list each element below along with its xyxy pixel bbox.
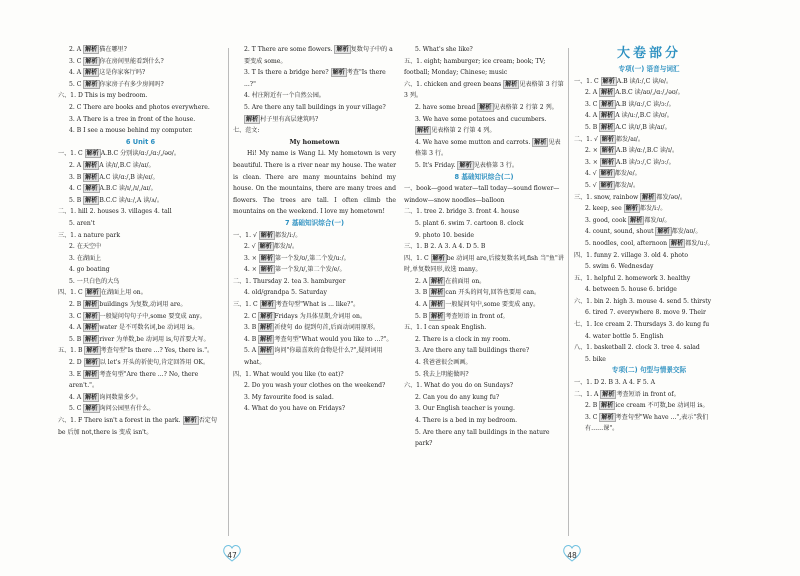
- analysis-tag: 解析: [625, 205, 638, 213]
- answer-line: 3. 在湖面上: [69, 254, 102, 262]
- answer-line: 二、1. hill 2. houses 3. villages 4. tall: [58, 208, 172, 216]
- analysis-tag: 解析: [85, 393, 98, 401]
- analysis-tag: 解析: [332, 69, 345, 77]
- analysis-tag: 解析: [260, 231, 273, 239]
- answer-line: 2. A 解析 猫在哪里?: [69, 46, 127, 53]
- answer-line: 3. Our English teacher is young.: [415, 405, 515, 413]
- analysis-tag: 解析: [600, 181, 613, 189]
- analysis-tag: 解析: [600, 170, 613, 178]
- analysis-tag: 解析: [431, 289, 444, 297]
- unit-heading: 7 基础知识综合(一): [284, 218, 345, 227]
- answer-line: 4. A 解析 water 是不可数名词,be 动词用 is。: [69, 324, 199, 332]
- answer-line: 二、1. A 解析 考查短语 in front of。: [574, 390, 680, 398]
- answer-line: 2. C There are books and photos everywhere.: [69, 103, 210, 111]
- answer-line: 4. A 解析 一般疑问句中,some 要变成 any。: [415, 301, 540, 309]
- answer-line: 2. Do you wash your clothes on the weekend?: [244, 382, 386, 390]
- answer-line: 9. photo 10. beside: [415, 231, 475, 239]
- answer-line: 2. There is a clock in my room.: [415, 335, 511, 343]
- analysis-tag: 解析: [85, 301, 98, 309]
- answer-line: 2. Can you do any kung fu?: [415, 393, 500, 401]
- analysis-tag: 解析: [336, 46, 349, 53]
- analysis-tag: 解析: [601, 147, 614, 155]
- analysis-tag: 解析: [85, 57, 98, 65]
- answer-line: 四、1. funny 2. village 3. old 4. photo: [574, 251, 689, 259]
- answer-line: 4. A 解析 A 读/uː/,B.C 读/ʊ/。: [585, 112, 673, 120]
- answer-line: 八、1. basketball 2. clock 3. tree 4. salad: [574, 344, 700, 352]
- analysis-tag: 解析: [85, 370, 98, 378]
- answer-line: 五、1. I can speak English.: [404, 324, 487, 332]
- answer-line: 3. E 解析 考查句型"Are there ...? No, there aren't."。: [69, 370, 199, 390]
- analysis-tag: 解析: [85, 46, 98, 53]
- answer-line: 2. 在天空中: [69, 243, 102, 251]
- answer-line: 六、1. What do you do on Sundays?: [404, 382, 514, 390]
- answer-line: 5. Are there any tall buildings in the nature park?: [415, 428, 550, 448]
- answer-line: 2. √ 解析 都发/ɪ/。: [244, 243, 299, 251]
- answer-line: 六、1. D This is my bedroom.: [58, 92, 148, 100]
- section-title: 专项(二) 句型与情景交际: [611, 366, 687, 375]
- analysis-tag: 解析: [602, 77, 615, 85]
- answer-line: 5. 我去上明能做吗?: [415, 370, 469, 378]
- answer-line: 3. B 解析 A.C 读/ɑː/,B 读/eɪ/。: [69, 173, 159, 181]
- analysis-tag: 解析: [602, 390, 615, 398]
- answer-line: 5. √ 解析 都发/ɪ/。: [585, 181, 640, 189]
- analysis-tag: 解析: [259, 243, 272, 251]
- answer-line: 5. B 解析 river 为单数,be 动词用 is,句首要大写。: [69, 335, 210, 343]
- answer-line: 五、1. helpful 2. homework 3. healthy: [574, 274, 691, 282]
- answer-line: 4. √ 解析 都发/e/。: [585, 170, 641, 178]
- analysis-tag: 解析: [601, 100, 614, 108]
- answer-line: 6. tired 7. everywhere 8. move 9. Their: [585, 309, 706, 317]
- analysis-tag: 解析: [85, 69, 98, 77]
- answer-line: 四、1. C 解析 在湖面上用 on。: [58, 289, 147, 297]
- analysis-tag: 解析: [601, 413, 614, 421]
- answer-line: 5. B 解析 B.C.C 读/uː/,A 读/ʌ/。: [69, 196, 163, 204]
- section-heading: 大卷部分: [616, 46, 681, 61]
- answer-line: 4. B I see a mouse behind my computer.: [69, 127, 193, 135]
- answer-column-1: [58, 44, 223, 438]
- analysis-tag: 解析: [642, 193, 655, 201]
- unit-heading: 8 基础知识综合(二): [454, 172, 514, 181]
- answer-line: 五、1. B 解析 考查句型"Is there ...? Yes, there is."。: [58, 347, 214, 355]
- answer-line: 2. A 解析 A 读/ɪ/,B.C 读/aɪ/。: [69, 161, 155, 169]
- answer-line: 4. There is a bed in my bedroom.: [415, 417, 518, 424]
- answer-line: 4. What do you have on Fridays?: [244, 405, 345, 413]
- answer-line: 2. A 解析 在前面用 on。: [415, 277, 486, 285]
- essay-body: Hi! My name is Wang Li. My hometown is very beautiful. There is a river near my house. The water is clean. There are many mountains behind my house. On the mountains, there are many trees and flowers. The trees are tall. I often climb the mountains on the weekend. I love my hometown!: [233, 150, 396, 216]
- answer-line: 5. swim 6. Wednesday: [585, 263, 654, 271]
- answer-line: 5. aren't: [69, 219, 95, 227]
- analysis-tag: 解析: [86, 289, 99, 297]
- answer-line: 2. have some bread 解析 见表格第 2 行第 2 列。: [415, 103, 558, 111]
- analysis-tag: 解析: [601, 112, 614, 120]
- analysis-tag: 解析: [85, 161, 98, 169]
- analysis-tag: 解析: [85, 312, 98, 320]
- analysis-tag: 解析: [459, 161, 472, 169]
- answer-line: 3. T Is there a bridge here? 解析 考查"Is there ...?": [244, 69, 386, 88]
- analysis-tag: 解析: [601, 89, 614, 97]
- analysis-tag: 解析: [417, 127, 430, 135]
- page-number: 48: [567, 551, 577, 560]
- answer-line: 5. It's Friday. 解析 见表格第 3 行。: [415, 161, 518, 169]
- analysis-tag: 解析: [246, 115, 259, 123]
- answer-line: 3. We have some potatoes and cucumbers. 解析 见表格第 2 行第 4 列。: [415, 115, 547, 135]
- answer-line: 4. count, sound, shout 解析 都发/aʊ/。: [585, 228, 702, 236]
- answer-line: 3. B 解析 can 开头的问句,回答也要用 can。: [415, 289, 541, 297]
- answer-list: [574, 377, 724, 435]
- analysis-tag: 解析: [260, 266, 273, 274]
- answer-line: 2. keep, see 解析 都发/iː/。: [585, 205, 667, 213]
- answer-line: 二、1. Thursday 2. tea 3. hamburger: [233, 277, 346, 285]
- answer-line: 4. B 解析 考查句型"What would you like to ...?"。: [244, 335, 393, 343]
- answer-line: 2. A 解析 A.B.C 读/aʊ/,/ɑː/,/əʊ/。: [585, 89, 684, 97]
- answer-line: 4. 我爸爸很会画画。: [415, 359, 472, 367]
- analysis-tag: 解析: [260, 254, 273, 262]
- answer-line: 5. A 解析 询问"你最喜欢的食物是什么?",疑问词用 what。: [244, 347, 383, 367]
- analysis-tag: 解析: [85, 405, 98, 413]
- answer-line: 5. What's she like?: [415, 46, 473, 53]
- answer-line: 2. D 解析 以 let's 开头的祈使句,肯定回答用 OK。: [69, 359, 210, 367]
- unit-heading: 6 Unit 6: [125, 137, 156, 146]
- answer-line: 三、1. C 解析 考查句型"What is ... like?"。: [233, 301, 360, 309]
- column-divider: [228, 48, 229, 536]
- analysis-tag: 解析: [85, 324, 98, 332]
- answer-line: 2. T There are some flowers. 解析 复数句子中的 a 要变成 some。: [244, 46, 393, 65]
- analysis-tag: 解析: [85, 173, 98, 181]
- answer-line: 4. We have some mutton and carrots. 解析 见表格第 3 行。: [415, 138, 561, 158]
- answer-line: 5. bike: [585, 355, 606, 363]
- page-number: 47: [227, 551, 237, 560]
- answer-line: 二、1. √ 解析 都发/aɪ/。: [574, 135, 644, 143]
- answer-line: 七、范文:: [233, 127, 260, 135]
- analysis-tag: 解析: [184, 417, 197, 424]
- analysis-tag: 解析: [85, 80, 98, 88]
- answer-column-4: [574, 44, 724, 435]
- answer-line: 三、1. a nature park: [58, 231, 121, 239]
- answer-line: 一、1. √ 解析 都发/iː/。: [233, 231, 302, 239]
- analysis-tag: 解析: [86, 347, 99, 355]
- page-number-badge: [562, 544, 582, 562]
- analysis-tag: 解析: [657, 228, 670, 236]
- answer-line: 3. × 解析 第一个发/ʊ/,第二个发/uː/。: [244, 254, 350, 262]
- analysis-tag: 解析: [601, 402, 614, 410]
- answer-line: 4. A 解析 询问数量多少。: [69, 393, 142, 401]
- analysis-tag: 解析: [432, 254, 445, 262]
- answer-line: 六、1. bin 2. high 3. mouse 4. send 5. thirsty: [574, 297, 712, 305]
- answer-line: 5. 一只白色的大鸟: [69, 277, 120, 285]
- answer-line: 六、1. F There isn't a forest in the park. 解析 否定句 be 后加 not,there is 变成 isn't。: [58, 417, 217, 436]
- answer-column-2: [233, 44, 396, 415]
- analysis-tag: 解析: [601, 135, 614, 143]
- answer-line: 5. C 解析 询问公园里有什么。: [69, 405, 155, 413]
- analysis-tag: 解析: [505, 80, 518, 88]
- right-page: [400, 0, 800, 576]
- analysis-tag: 解析: [261, 301, 274, 309]
- answer-line: 3. C 解析 你在房间里能看到什么?: [69, 57, 164, 65]
- answer-column-3: [404, 44, 564, 450]
- answer-line: 3. C 解析 考查句型"We have ...",表示"我们有……课"。: [585, 413, 709, 433]
- answer-line: 3. Are there any tall buildings there?: [415, 347, 530, 355]
- answer-line: 一、1. C 解析 A.B 读/iː/,C 读/e/。: [574, 77, 673, 85]
- analysis-tag: 解析: [85, 185, 98, 193]
- answer-line: 4. 村庄附近有一个自然公园。: [244, 92, 325, 100]
- answer-line: 2. B 解析 buildings 为复数,动词用 are。: [69, 301, 187, 309]
- answer-line: 5. noodles, cool, afternoon 解析 都发/uː/。: [585, 239, 714, 247]
- answer-line: 3. My favourite food is salad.: [244, 393, 334, 401]
- answer-line: 4. go boating: [69, 266, 110, 274]
- answer-line: 3. C 解析 A.B 读/ɑː/,C 读/ɔː/。: [585, 100, 675, 108]
- answer-line: 二、1. tree 2. bridge 3. front 4. house: [404, 208, 520, 216]
- answer-line: 2. C 解析 Fridays 为具体星期,介词用 on。: [244, 312, 366, 320]
- answer-line: 四、1. What would you like (to eat)?: [233, 370, 344, 378]
- analysis-tag: 解析: [534, 138, 547, 146]
- analysis-tag: 解析: [431, 277, 444, 285]
- answer-line: 4. × 解析 第一个发/ɪ/,第二个发/e/。: [244, 266, 346, 274]
- answer-line: 一、1. C 解析 A.B.C 分别读/ɑː/,/ɑː/,/əʊ/。: [58, 150, 180, 158]
- answer-line: 2. B 解析 ice cream 不可数,be 动词用 is。: [585, 402, 709, 410]
- answer-line: 三、1. B 2. A 3. A 4. D 5. B: [404, 243, 486, 251]
- analysis-tag: 解析: [86, 150, 99, 158]
- essay-title: My hometown: [289, 137, 340, 146]
- analysis-tag: 解析: [260, 347, 273, 355]
- answer-line: 3. C 解析 一般疑问句句子中,some 要变成 any。: [69, 312, 206, 320]
- answer-line: 4. old/grandpa 5. Saturday: [244, 289, 327, 297]
- analysis-tag: 解析: [85, 335, 98, 343]
- answer-line: 5. plant 6. swim 7. cartoon 8. clock: [415, 219, 524, 227]
- answer-line: 4. C 解析 A.B.C 读/ɪ/,/ɪ/,/aɪ/。: [69, 185, 157, 193]
- analysis-tag: 解析: [85, 359, 98, 367]
- analysis-tag: 解析: [601, 158, 614, 166]
- column-divider: [568, 48, 569, 536]
- answer-line: 三、1. snow, rainbow 解析 都发/əʊ/。: [574, 193, 687, 201]
- answer-line: 5. C 解析 你家房子有多少房间吗?: [69, 80, 164, 88]
- answer-line: 一、1. D 2. B 3. A 4. F 5. A: [574, 379, 656, 387]
- answer-line: 4. between 5. house 6. bridge: [585, 286, 677, 294]
- answer-line: 5. Are there any tall buildings in your village? 解析 村子里有高层建筑吗?: [244, 103, 386, 123]
- analysis-tag: 解析: [260, 335, 273, 343]
- analysis-tag: 解析: [479, 103, 492, 111]
- answer-line: 3. B 解析 祈使句 do 提到句首,后面动词用原形。: [244, 324, 380, 332]
- answer-line: 4. A 解析 这是你家客厅吗?: [69, 69, 146, 77]
- answer-line: 四、1. C 解析 be 动词用 are,后接复数名词,fish 当"鱼"讲时,单复数同形,故选 many。: [404, 254, 564, 274]
- analysis-tag: 解析: [431, 301, 444, 309]
- analysis-tag: 解析: [260, 324, 273, 332]
- answer-line: 5. B 解析 考查短语 in front of。: [415, 312, 509, 320]
- answer-line: 七、1. Ice cream 2. Thursdays 3. do kung fu: [574, 321, 710, 329]
- analysis-tag: 解析: [601, 123, 614, 131]
- analysis-tag: 解析: [671, 239, 684, 247]
- analysis-tag: 解析: [260, 312, 273, 320]
- page-number-badge: [222, 544, 242, 562]
- answer-list: [574, 76, 724, 366]
- answer-line: 2. × 解析 A.B 读/ɑː/,B.C 读/ɪ/。: [585, 147, 679, 155]
- answer-line: 一、book—good water—tall today—sound flower—window—snow noodles—balloon: [404, 185, 560, 204]
- analysis-tag: 解析: [630, 216, 643, 224]
- answer-line: 5. B 解析 A.C 读/ɪ/,B 读/aɪ/。: [585, 123, 671, 131]
- answer-line: 3. good, cook 解析 都发/ʊ/。: [585, 216, 671, 224]
- answer-line: 六、1. chicken and green beans 解析 见表格第 3 行第 3 列。: [404, 80, 564, 100]
- answer-line: 4. water bottle 5. English: [585, 332, 664, 340]
- answer-line: 3. × 解析 A.B 读/ɔː/,C 读/ɔː/。: [585, 158, 675, 166]
- answer-line: 五、1. eight; hamburger; ice cream; book; TV; football; Monday; Chinese; music: [404, 57, 546, 77]
- section-title: 专项(一) 语音与词汇: [618, 65, 680, 73]
- analysis-tag: 解析: [431, 312, 444, 320]
- answer-line: 3. A There is a tree in front of the house.: [69, 115, 196, 123]
- analysis-tag: 解析: [85, 196, 98, 204]
